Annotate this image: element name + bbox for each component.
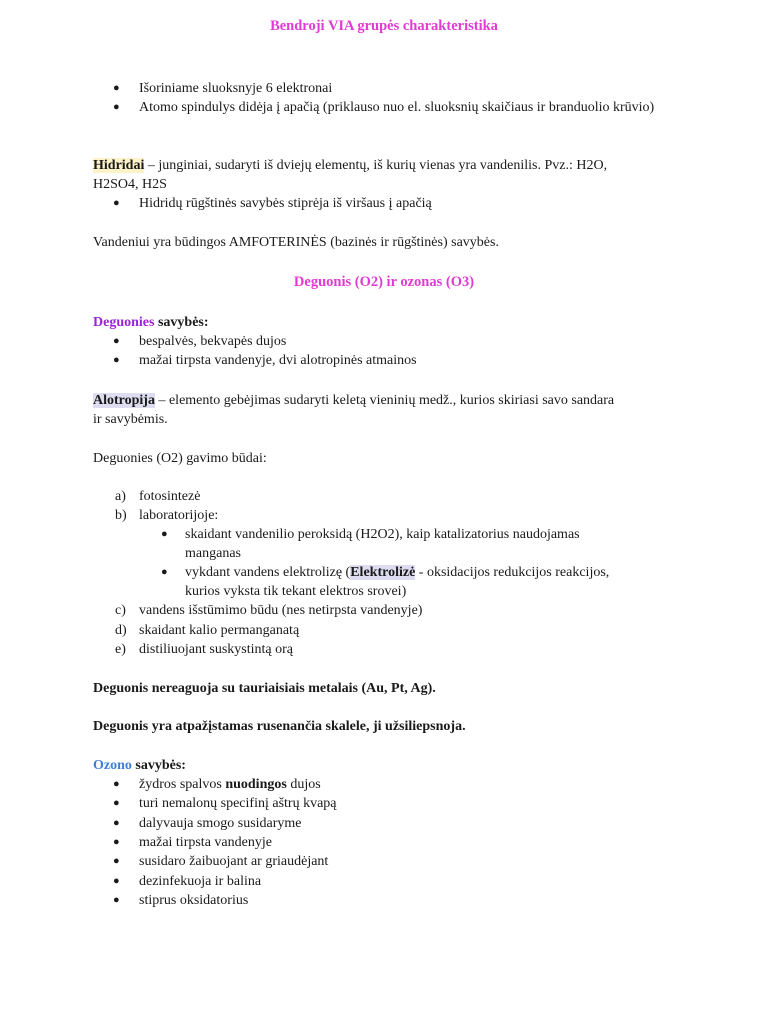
hidridai-term: Hidridai bbox=[93, 158, 145, 173]
list-marker: e) bbox=[115, 642, 126, 657]
alotropija-line2: ir savybėmis. bbox=[93, 412, 168, 427]
bullet-dot: ● bbox=[161, 566, 168, 578]
elektrolize-term: Elektrolizė bbox=[350, 565, 416, 580]
list-item: laboratorijoje: bbox=[139, 508, 219, 523]
list-item: turi nemalonų specifinį aštrų kvapą bbox=[139, 796, 337, 811]
alotropija-definition bbox=[93, 391, 614, 410]
deguonies-colored-label: Deguonies bbox=[93, 315, 155, 330]
list-item: stiprus oksidatorius bbox=[139, 893, 249, 908]
bullet-dot: ● bbox=[161, 528, 168, 540]
bullet-dot: ● bbox=[113, 354, 120, 366]
list-item: Išoriniame sluoksnyje 6 elektronai bbox=[139, 81, 333, 96]
list-item: susidaro žaibuojant ar griaudėjant bbox=[139, 854, 329, 869]
ozono-label-rest: savybės: bbox=[131, 758, 186, 773]
list-item bbox=[139, 775, 321, 794]
gavimo-heading: Deguonies (O2) gavimo būdai: bbox=[93, 451, 267, 466]
bullet-dot: ● bbox=[113, 101, 120, 113]
list-marker: d) bbox=[115, 623, 127, 638]
list-marker: a) bbox=[115, 489, 126, 504]
ozono-heading bbox=[93, 756, 186, 775]
elektrolize-pre: vykdant vandens elektrolizę ( bbox=[185, 565, 351, 580]
list-item: distiliuojant suskystintą orą bbox=[139, 642, 293, 657]
deguonies-label-rest: savybės: bbox=[154, 315, 209, 330]
sub-list-item bbox=[185, 563, 609, 582]
hidridai-def-line1: – junginiai, sudaryti iš dviejų elementų, iš kurių vienas yra vandenilis. Pvz.: H2O, bbox=[144, 158, 608, 173]
list-item: dezinfekuoja ir balina bbox=[139, 874, 262, 889]
hidridai-definition bbox=[93, 156, 607, 175]
list-item: bespalvės, bekvapės dujos bbox=[139, 334, 287, 349]
ozono-bullet1-pre: žydros spalvos bbox=[139, 777, 226, 792]
bold-statement: Deguonis yra atpažįstamas rusenančia skalele, ji užsiliepsnoja. bbox=[93, 719, 466, 734]
page-title: Bendroji VIA grupės charakteristika bbox=[270, 18, 498, 34]
bullet-dot: ● bbox=[113, 197, 120, 209]
bullet-dot: ● bbox=[113, 894, 120, 906]
bullet-dot: ● bbox=[113, 335, 120, 347]
bullet-dot: ● bbox=[113, 875, 120, 887]
list-item: mažai tirpsta vandenyje bbox=[139, 835, 272, 850]
list-item: dalyvauja smogo susidaryme bbox=[139, 816, 302, 831]
bullet-dot: ● bbox=[113, 82, 120, 94]
alotropija-line1: – elemento gebėjimas sudaryti keletą vieninių medž., kurios skiriasi savo sandara bbox=[154, 393, 615, 408]
vanduo-paragraph: Vandeniui yra būdingos AMFOTERINĖS (bazinės ir rūgštinės) savybės. bbox=[93, 235, 499, 250]
deguonies-heading bbox=[93, 313, 209, 332]
ozono-bullet1-post: dujos bbox=[286, 777, 321, 792]
bullet-dot: ● bbox=[113, 817, 120, 829]
list-item: skaidant kalio permanganatą bbox=[139, 623, 300, 638]
bullet-dot: ● bbox=[113, 855, 120, 867]
sub-list-item-cont: kurios vyksta tik tekant elektros srovei) bbox=[185, 584, 407, 599]
hidridai-def-line2: H2SO4, H2S bbox=[93, 177, 167, 192]
ozono-colored-label: Ozono bbox=[93, 758, 132, 773]
section-title: Deguonis (O2) ir ozonas (O3) bbox=[293, 274, 475, 290]
sub-list-item-cont: manganas bbox=[185, 546, 241, 561]
list-marker: c) bbox=[115, 603, 126, 618]
sub-list-item: skaidant vandenilio peroksidą (H2O2), kaip katalizatorius naudojamas bbox=[185, 527, 580, 542]
elektrolize-post: - oksidacijos redukcijos reakcijos, bbox=[415, 565, 610, 580]
bullet-dot: ● bbox=[113, 836, 120, 848]
alotropija-term: Alotropija bbox=[93, 393, 155, 408]
bold-statement: Deguonis nereaguoja su tauriaisiais metalais (Au, Pt, Ag). bbox=[93, 681, 436, 696]
bullet-dot: ● bbox=[113, 778, 120, 790]
ozono-bullet1-bold: nuodingos bbox=[225, 777, 287, 792]
list-item: mažai tirpsta vandenyje, dvi alotropinės atmainos bbox=[139, 353, 417, 368]
list-marker: b) bbox=[115, 508, 127, 523]
list-item: vandens išstūmimo būdu (nes netirpsta vandenyje) bbox=[139, 603, 423, 618]
bullet-dot: ● bbox=[113, 797, 120, 809]
list-item: fotosintezė bbox=[139, 489, 201, 504]
list-item: Hidridų rūgštinės savybės stiprėja iš viršaus į apačią bbox=[139, 196, 432, 211]
list-item: Atomo spindulys didėja į apačią (priklauso nuo el. sluoksnių skaičiaus ir branduolio krūvio) bbox=[139, 100, 655, 115]
